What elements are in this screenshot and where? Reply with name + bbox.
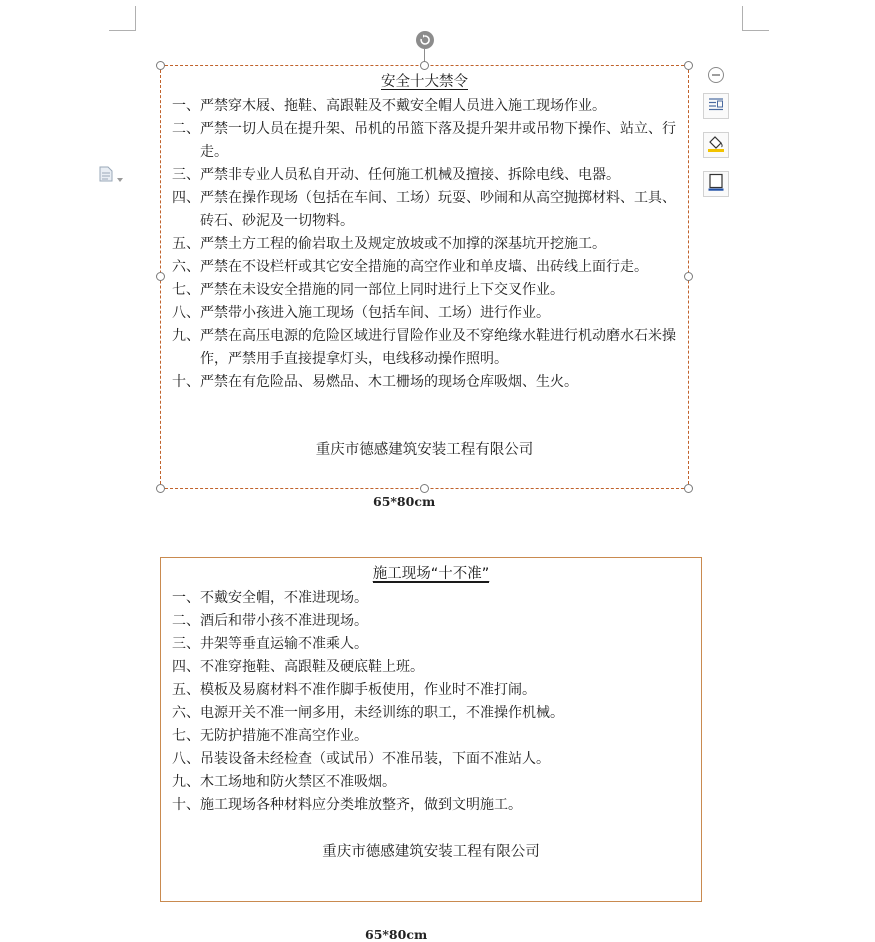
- list-item: 九、 严禁在高压电源的危险区域进行冒险作业及不穿绝缘水鞋进行机动磨水石米操作，严禁用手直接提拿灯头，电线移动操作照明。: [172, 328, 676, 367]
- list-item: 二、 严禁一切人员在提升架、吊机的吊篮下落及提升架井或吊物下操作、站立、行走。: [172, 121, 676, 160]
- list-item: 五、 严禁土方工程的偷岩取土及规定放坡或不加撑的深基坑开挖施工。: [172, 236, 606, 252]
- textbox-ten-prohibitions[interactable]: [160, 557, 702, 902]
- paragraph-marker[interactable]: [99, 166, 123, 186]
- rotate-handle[interactable]: [416, 31, 434, 49]
- list-item: 八、 吊装设备未经检查（或试吊）不准吊装，下面不准站人。: [172, 751, 550, 767]
- shape-outline-icon: [708, 173, 724, 195]
- dimension-label: 65*80cm: [373, 494, 436, 509]
- list-item: 九、 木工场地和防火禁区不准吸烟。: [172, 774, 396, 790]
- resize-handle-bottom-right[interactable]: [684, 484, 693, 493]
- list-item: 七、 严禁在未设安全措施的同一部位上同时进行上下交叉作业。: [172, 282, 564, 298]
- resize-handle-top-right[interactable]: [684, 61, 693, 70]
- layout-options-icon: [708, 96, 724, 116]
- list-item: 五、 模板及易腐材料不准作脚手板使用，作业时不准打闹。: [172, 682, 536, 698]
- collapse-toolbar-button[interactable]: [703, 64, 729, 90]
- list-item: 三、 井架等垂直运输不准乘人。: [172, 636, 368, 652]
- collapse-icon: [707, 66, 725, 88]
- list-item: 十、 施工现场各种材料应分类堆放整齐，做到文明施工。: [172, 797, 522, 813]
- rule-list: [161, 95, 688, 394]
- page-margin-corner-top-right: [742, 6, 769, 31]
- list-item: 四、 不准穿拖鞋、高跟鞋及硬底鞋上班。: [172, 659, 424, 675]
- resize-handle-bottom-left[interactable]: [156, 484, 165, 493]
- page-margin-corner-top-left: [109, 6, 136, 31]
- list-item: 十、 严禁在有危险品、易燃品、木工栅场的现场仓库吸烟、生火。: [172, 374, 578, 390]
- rule-list: [161, 587, 701, 817]
- chevron-down-icon: [117, 167, 123, 186]
- company-name: 重庆市德感建筑安装工程有限公司: [322, 844, 540, 860]
- dimension-label: 65*80cm: [365, 927, 428, 942]
- list-item: 一、 不戴安全帽，不准进现场。: [172, 590, 368, 606]
- shape-outline-button[interactable]: [703, 171, 729, 197]
- list-item: 七、 无防护措施不准高空作业。: [172, 728, 368, 744]
- list-item: 四、 严禁在操作现场（包括在车间、工场）玩耍、吵闹和从高空抛掷材料、工具、砖石、砂泥及一切物料。: [172, 190, 676, 229]
- list-item: 六、 电源开关不准一闸多用，未经训练的职工，不准操作机械。: [172, 705, 564, 721]
- list-item: 三、 严禁非专业人员私自开动、任何施工机械及擅接、拆除电线、电器。: [172, 167, 620, 183]
- resize-handle-top-left[interactable]: [156, 61, 165, 70]
- resize-handle-bottom[interactable]: [420, 484, 429, 493]
- list-item: 八、 严禁带小孩进入施工现场（包括车间、工场）进行作业。: [172, 305, 550, 321]
- company-name: 重庆市德感建筑安装工程有限公司: [315, 442, 534, 458]
- shape-fill-icon: [707, 134, 725, 156]
- textbox-safety-prohibitions[interactable]: [160, 65, 689, 489]
- resize-handle-left[interactable]: [156, 272, 165, 281]
- list-item: 一、 严禁穿木屐、拖鞋、高跟鞋及不戴安全帽人员进入施工现场作业。: [172, 98, 606, 114]
- list-item: 六、 严禁在不设栏杆或其它安全措施的高空作业和单皮墙、出砖线上面行走。: [172, 259, 648, 275]
- document-icon: [99, 166, 113, 186]
- shape-fill-button[interactable]: [703, 132, 729, 158]
- textbox-title: 施工现场“十不准”: [372, 566, 490, 582]
- textbox-title: 安全十大禁令: [381, 74, 468, 90]
- list-item: 二、 酒后和带小孩不准进现场。: [172, 613, 368, 629]
- layout-options-button[interactable]: [703, 93, 729, 119]
- rotate-icon: [419, 34, 431, 46]
- resize-handle-top[interactable]: [420, 61, 429, 70]
- resize-handle-right[interactable]: [684, 272, 693, 281]
